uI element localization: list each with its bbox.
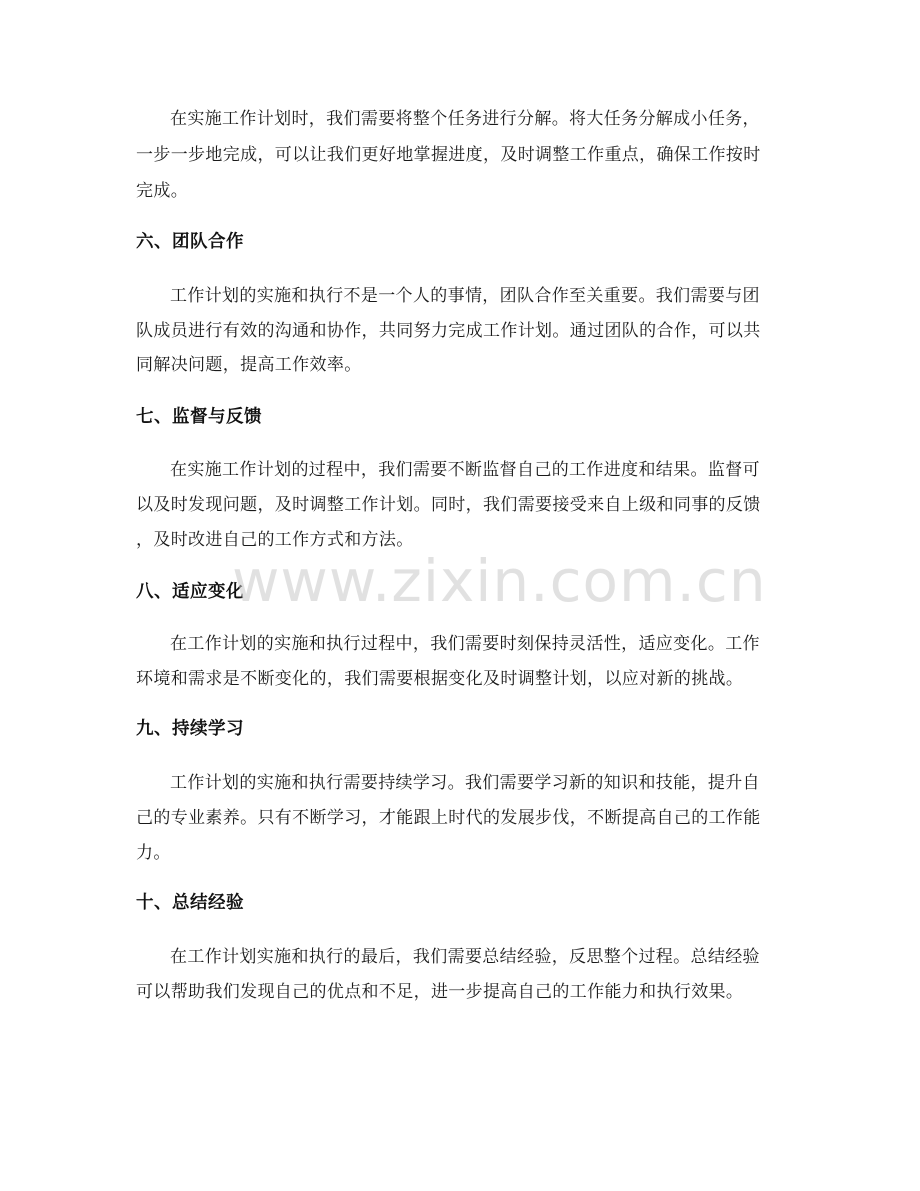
section-heading: 七、监督与反馈 [136,407,262,427]
paragraph-line: 以及时发现问题，及时调整工作计划。同时，我们需要接受来自上级和同事的反馈 [136,495,761,515]
paragraph-line: 完成。 [136,181,189,201]
paragraph-line: 在工作计划的实施和执行过程中，我们需要时刻保持灵活性，适应变化。工作 [170,634,760,654]
paragraph-line: 工作计划的实施和执行不是一个人的事情，团队合作至关重要。我们需要与团 [170,286,760,306]
paragraph-line: 在工作计划实施和执行的最后，我们需要总结经验，反思整个过程。总结经验 [170,947,760,967]
section-heading: 九、持续学习 [136,719,244,739]
paragraph-line: 在实施工作计划的过程中，我们需要不断监督自己的工作进度和结果。监督可 [170,460,760,480]
paragraph-line: 工作计划的实施和执行需要持续学习。我们需要学习新的知识和技能，提升自 [170,773,760,793]
paragraph-line: 同解决问题，提高工作效率。 [136,355,362,375]
paragraph-line: 在实施工作计划时，我们需要将整个任务进行分解。将大任务分解成小任务， [170,109,760,129]
paragraph-line: ，及时改进自己的工作方式和方法。 [136,530,414,550]
paragraph-line: 队成员进行有效的沟通和协作，共同努力完成工作计划。通过团队的合作，可以共 [136,321,761,341]
section-heading: 十、总结经验 [136,893,244,913]
paragraph-line: 环境和需求是不断变化的，我们需要根据变化及时调整计划，以应对新的挑战。 [136,669,744,689]
paragraph-line: 己的专业素养。只有不断学习，才能跟上时代的发展步伐，不断提高自己的工作能 [136,808,761,828]
watermark-text: www.zixin.com.cn [232,547,767,615]
section-heading: 六、团队合作 [136,232,244,252]
paragraph-line: 力。 [136,843,171,863]
section-heading: 八、适应变化 [136,582,244,602]
paragraph-line: 一步一步地完成，可以让我们更好地掌握进度，及时调整工作重点，确保工作按时 [136,145,761,165]
paragraph-line: 可以帮助我们发现自己的优点和不足，进一步提高自己的工作能力和执行效果。 [136,982,744,1002]
